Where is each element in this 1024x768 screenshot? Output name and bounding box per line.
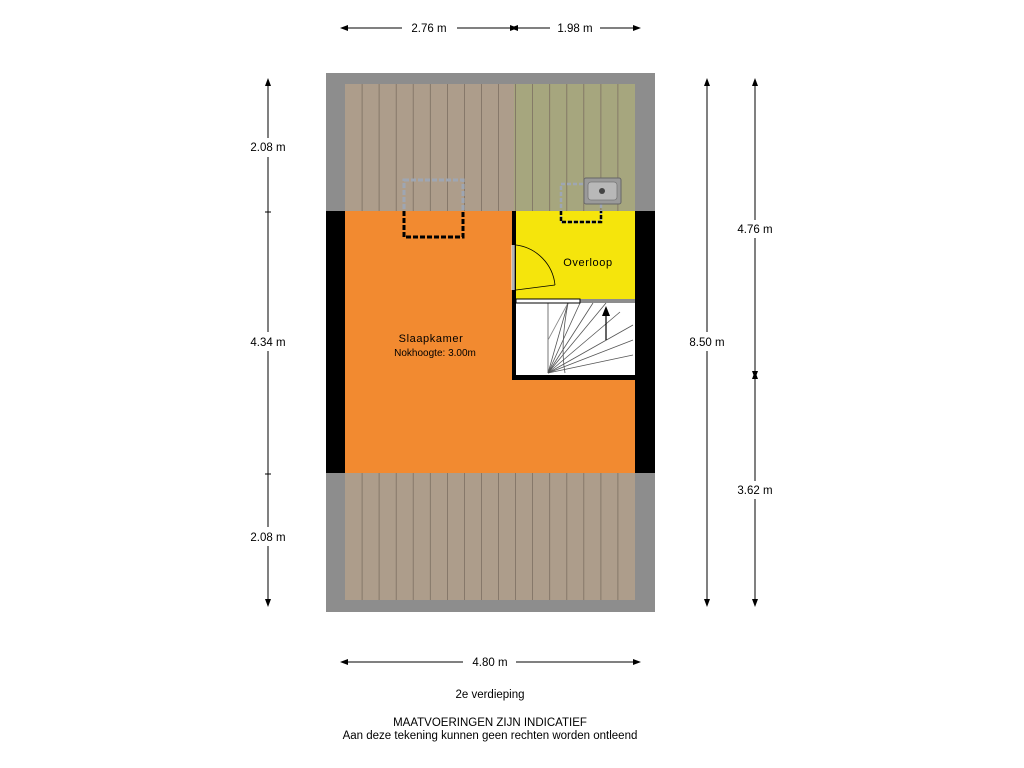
wall-right [635, 211, 655, 473]
dim-bottom-width: 4.80 m [472, 657, 508, 669]
dim-left-top: 2.08 m [250, 142, 286, 154]
dim-left-bottom: 2.08 m [250, 532, 286, 544]
dim-right-lower: 3.62 m [737, 485, 773, 497]
dim-right-upper: 4.76 m [737, 224, 773, 236]
disclaimer-text: Aan deze tekening kunnen geen rechten worden ontleend [342, 730, 638, 742]
wall-landing-left [512, 211, 516, 380]
landing-label: Overloop [563, 257, 613, 269]
wall-landing-bottom [516, 299, 580, 303]
landing-area [516, 211, 635, 299]
sink-icon [584, 178, 621, 204]
floor-label: 2e verdieping [455, 689, 525, 701]
wall-left [326, 211, 345, 473]
dim-right-total-label: 8.50 m [689, 337, 725, 349]
roof-bottom [345, 473, 635, 600]
bedroom-label: Slaapkamer [398, 333, 464, 345]
wall-stair-bottom [512, 375, 635, 380]
dim-top-left: 2.76 m [411, 23, 447, 35]
dim-top-right: 1.98 m [557, 23, 593, 35]
bedroom-ridge-height: Nokhoogte: 3.00m [394, 348, 476, 359]
dim-left-middle: 4.34 m [250, 337, 286, 349]
disclaimer-title: MAATVOERINGEN ZIJN INDICATIEF [393, 717, 587, 729]
